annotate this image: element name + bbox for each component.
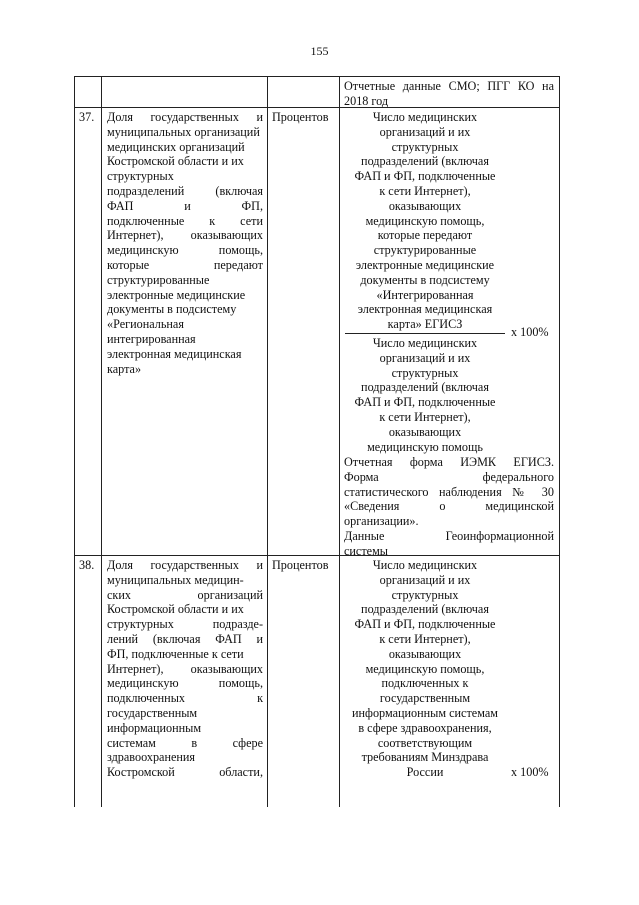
name-line: структурных подразде- [107, 617, 263, 632]
numerator-line: структурированные [373, 243, 477, 258]
name-line: ских организаций [107, 587, 263, 602]
name-line: муниципальных медицин- [107, 572, 244, 587]
numerator-line: подразделений (включая [361, 602, 489, 617]
name-line: карта» [107, 361, 142, 376]
denominator-line: подразделений (включая [361, 380, 489, 395]
numerator-line: которые передают [377, 228, 473, 243]
denominator-line: оказывающих [388, 424, 462, 439]
numerator-line: ФАП и ФП, подключенные [354, 617, 496, 632]
numerator-line: медицинскую помощь, [365, 213, 485, 228]
row-number: 37. [79, 110, 95, 124]
name-line: лений (включая ФАП и [107, 631, 263, 646]
source-cell [344, 455, 554, 559]
name-line: документы в подсистему [107, 302, 237, 317]
name-line: государственным [107, 705, 198, 720]
denominator-line: структурных [391, 365, 459, 380]
numerator-line: России [406, 765, 444, 780]
multiplier: х 100% [511, 765, 549, 779]
numerator-line: Число медицинских [372, 110, 478, 124]
numerator-line: требованиям Минздрава [361, 750, 489, 765]
name-line: Костромской области и их [107, 602, 244, 617]
name-line: Интернет), оказывающих [107, 661, 263, 676]
numerator-line: подразделений (включая [361, 154, 489, 169]
name-line: муниципальных организаций [107, 124, 260, 139]
source-line: статистического наблюдения № 30 [344, 484, 554, 499]
name-line: ФАП и ФП, [107, 198, 263, 213]
name-line: медицинских организаций [107, 139, 245, 154]
numerator-line: оказывающих [388, 646, 462, 661]
page-number: 155 [310, 44, 329, 58]
unit-cell: Процентов [272, 110, 329, 124]
name-line: ФП, подключенные к сети [107, 646, 244, 661]
multiplier: х 100% [511, 325, 549, 339]
name-line: медицинскую помощь, [107, 243, 263, 258]
numerator-line: Число медицинских [372, 558, 478, 572]
name-line: Интернет), оказывающих [107, 228, 263, 243]
denominator-line: медицинскую помощь [367, 439, 483, 454]
name-line: структурных [107, 169, 174, 184]
header-source-line: Отчетные данные СМО; ПГГ КО на [344, 79, 554, 93]
numerator-line: электронные медицинские [355, 257, 495, 272]
name-line: Доля государственных и [107, 558, 263, 572]
source-line: системы [344, 543, 388, 558]
numerator-line: информационным системам [352, 705, 498, 720]
numerator-line: организаций и их [379, 124, 471, 139]
name-line: которые передают [107, 257, 263, 272]
numerator-cell [345, 558, 505, 780]
numerator-line: структурных [391, 139, 459, 154]
numerator-line: ФАП и ФП, подключенные [354, 169, 496, 184]
numerator-line: к сети Интернет), [379, 631, 471, 646]
name-line: информационным [107, 720, 202, 735]
numerator-line: в сфере здравоохранения, [358, 720, 492, 735]
name-line: подключенных к [107, 691, 263, 706]
name-line: Доля государственных и [107, 110, 263, 124]
numerator-line: структурных [391, 587, 459, 602]
numerator-line: оказывающих [388, 198, 462, 213]
unit-cell: Процентов [272, 558, 329, 572]
numerator-line: соответствующим [377, 735, 473, 750]
numerator-line: карта» ЕГИСЗ [387, 317, 463, 332]
numerator-line: к сети Интернет), [379, 183, 471, 198]
numerator-line: документы в подсистему [360, 272, 490, 287]
denominator-line: ФАП и ФП, подключенные [354, 395, 496, 410]
name-line: «Региональная [107, 317, 184, 332]
source-line: организации». [344, 514, 419, 529]
denominator-line: к сети Интернет), [379, 409, 471, 424]
numerator-line: «Интегрированная [376, 287, 474, 302]
name-line: электронная медицинская [107, 346, 242, 361]
numerator-line: государственным [379, 691, 471, 706]
source-line: Данные Геоинформационной [344, 528, 554, 543]
row-number: 38. [79, 558, 95, 572]
source-line: «Сведения о медицинской [344, 499, 554, 514]
name-line: Костромской области и их [107, 154, 244, 169]
indicator-name-cell [107, 110, 263, 376]
name-line: подразделений (включая [107, 183, 263, 198]
name-line: интегрированная [107, 331, 196, 346]
name-line: здравоохранения [107, 750, 196, 765]
denominator-line: организаций и их [379, 350, 471, 365]
header-source-cell [344, 79, 554, 109]
name-line: структурированные [107, 272, 210, 287]
numerator-line: электронная медицинская [357, 302, 493, 317]
denominator-cell [345, 336, 505, 454]
numerator-cell [345, 110, 505, 332]
name-line: медицинскую помощь, [107, 676, 263, 691]
indicator-name-cell [107, 558, 263, 780]
numerator-line: организаций и их [379, 572, 471, 587]
name-line: Костромской области, [107, 765, 263, 780]
name-line: подключенные к сети [107, 213, 263, 228]
denominator-line: Число медицинских [372, 336, 478, 350]
source-line: Отчетная форма ИЭМК ЕГИСЗ. [344, 455, 554, 469]
numerator-line: медицинскую помощь, [365, 661, 485, 676]
source-line: Форма федерального [344, 469, 554, 484]
name-line: электронные медицинские [107, 287, 246, 302]
header-source-line: 2018 год [344, 93, 389, 108]
name-line: системам в сфере [107, 735, 263, 750]
numerator-line: подключенных к [381, 676, 469, 691]
